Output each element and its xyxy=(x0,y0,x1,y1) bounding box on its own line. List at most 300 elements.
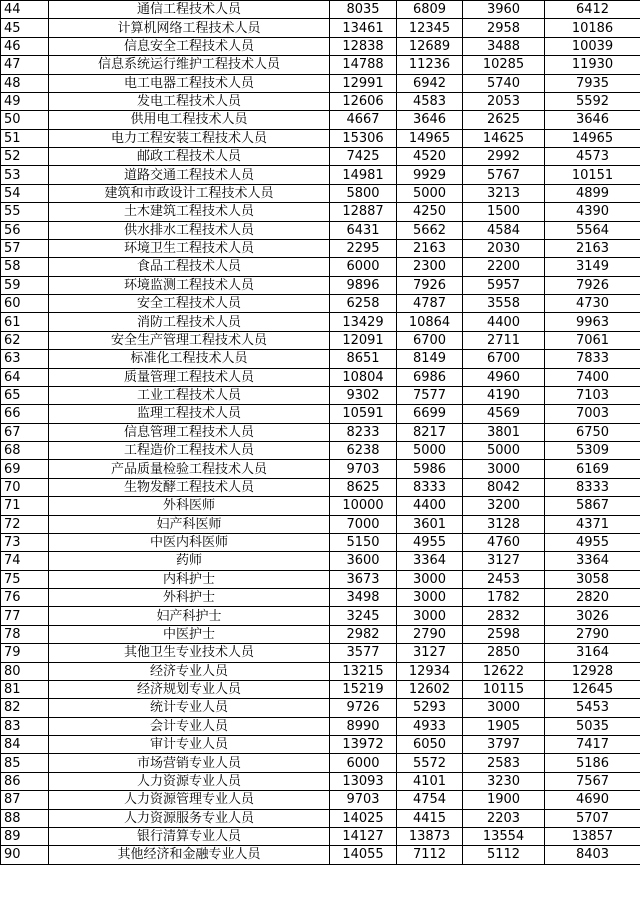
occupation-name-cell: 工业工程技术人员 xyxy=(49,386,330,404)
occupation-name-cell: 妇产科护士 xyxy=(49,607,330,625)
value-col-4-cell: 6412 xyxy=(545,1,640,19)
row-number-cell: 51 xyxy=(1,129,49,147)
value-col-4-cell: 8403 xyxy=(545,846,640,864)
value-col-3-cell: 8042 xyxy=(463,478,545,496)
value-col-1-cell: 8651 xyxy=(330,350,397,368)
occupation-name-cell: 道路交通工程技术人员 xyxy=(49,166,330,184)
row-number-cell: 64 xyxy=(1,368,49,386)
value-col-2-cell: 4955 xyxy=(397,533,463,551)
value-col-1-cell: 14127 xyxy=(330,827,397,845)
table-row xyxy=(1,680,640,698)
row-number-cell: 68 xyxy=(1,442,49,460)
value-col-2-cell: 4933 xyxy=(397,717,463,735)
value-col-3-cell: 3127 xyxy=(463,552,545,570)
table-row xyxy=(1,497,640,515)
table-row xyxy=(1,699,640,717)
value-col-2-cell: 7112 xyxy=(397,846,463,864)
value-col-4-cell: 7003 xyxy=(545,405,640,423)
row-number-cell: 77 xyxy=(1,607,49,625)
row-number-cell: 50 xyxy=(1,111,49,129)
value-col-3-cell: 3488 xyxy=(463,37,545,55)
value-col-1-cell: 3673 xyxy=(330,570,397,588)
value-col-4-cell: 4573 xyxy=(545,148,640,166)
value-col-3-cell: 3801 xyxy=(463,423,545,441)
row-number-cell: 74 xyxy=(1,552,49,570)
table-row xyxy=(1,386,640,404)
value-col-2-cell: 10864 xyxy=(397,313,463,331)
value-col-3-cell: 10115 xyxy=(463,680,545,698)
value-col-2-cell: 3646 xyxy=(397,111,463,129)
value-col-1-cell: 6431 xyxy=(330,221,397,239)
row-number-cell: 67 xyxy=(1,423,49,441)
value-col-4-cell: 7935 xyxy=(545,74,640,92)
table-row xyxy=(1,570,640,588)
table-row xyxy=(1,184,640,202)
table-row xyxy=(1,644,640,662)
value-col-1-cell: 7000 xyxy=(330,515,397,533)
value-col-3-cell: 2583 xyxy=(463,754,545,772)
value-col-3-cell: 3000 xyxy=(463,460,545,478)
value-col-1-cell: 12838 xyxy=(330,37,397,55)
value-col-4-cell: 2163 xyxy=(545,239,640,257)
value-col-1-cell: 9302 xyxy=(330,386,397,404)
value-col-2-cell: 8333 xyxy=(397,478,463,496)
occupation-name-cell: 中医护士 xyxy=(49,625,330,643)
value-col-3-cell: 2992 xyxy=(463,148,545,166)
value-col-2-cell: 5000 xyxy=(397,184,463,202)
value-col-1-cell: 9726 xyxy=(330,699,397,717)
occupation-name-cell: 发电工程技术人员 xyxy=(49,92,330,110)
table-row xyxy=(1,772,640,790)
table-row xyxy=(1,92,640,110)
value-col-4-cell: 3149 xyxy=(545,258,640,276)
value-col-1-cell: 9703 xyxy=(330,791,397,809)
occupation-name-cell: 建筑和市政设计工程技术人员 xyxy=(49,184,330,202)
value-col-3-cell: 2203 xyxy=(463,809,545,827)
value-col-2-cell: 9929 xyxy=(397,166,463,184)
table-row xyxy=(1,258,640,276)
row-number-cell: 56 xyxy=(1,221,49,239)
occupation-name-cell: 标准化工程技术人员 xyxy=(49,350,330,368)
value-col-2-cell: 4250 xyxy=(397,203,463,221)
value-col-1-cell: 10591 xyxy=(330,405,397,423)
value-col-1-cell: 14025 xyxy=(330,809,397,827)
value-col-4-cell: 9963 xyxy=(545,313,640,331)
value-col-4-cell: 5309 xyxy=(545,442,640,460)
occupation-name-cell: 质量管理工程技术人员 xyxy=(49,368,330,386)
table-row xyxy=(1,239,640,257)
value-col-1-cell: 3245 xyxy=(330,607,397,625)
row-number-cell: 48 xyxy=(1,74,49,92)
table-row xyxy=(1,148,640,166)
table-row xyxy=(1,295,640,313)
value-col-4-cell: 12645 xyxy=(545,680,640,698)
row-number-cell: 47 xyxy=(1,56,49,74)
value-col-1-cell: 12991 xyxy=(330,74,397,92)
row-number-cell: 84 xyxy=(1,736,49,754)
value-col-2-cell: 4787 xyxy=(397,295,463,313)
occupation-name-cell: 其他经济和金融专业人员 xyxy=(49,846,330,864)
row-number-cell: 86 xyxy=(1,772,49,790)
row-number-cell: 85 xyxy=(1,754,49,772)
value-col-2-cell: 13873 xyxy=(397,827,463,845)
table-body xyxy=(1,1,640,865)
row-number-cell: 81 xyxy=(1,680,49,698)
occupation-name-cell: 食品工程技术人员 xyxy=(49,258,330,276)
table-row xyxy=(1,589,640,607)
occupation-name-cell: 生物发酵工程技术人员 xyxy=(49,478,330,496)
table-row xyxy=(1,74,640,92)
value-col-3-cell: 5000 xyxy=(463,442,545,460)
value-col-3-cell: 2711 xyxy=(463,331,545,349)
row-number-cell: 58 xyxy=(1,258,49,276)
value-col-2-cell: 6809 xyxy=(397,1,463,19)
value-col-1-cell: 15219 xyxy=(330,680,397,698)
value-col-3-cell: 3558 xyxy=(463,295,545,313)
value-col-3-cell: 14625 xyxy=(463,129,545,147)
value-col-2-cell: 6700 xyxy=(397,331,463,349)
value-col-3-cell: 3960 xyxy=(463,1,545,19)
row-number-cell: 55 xyxy=(1,203,49,221)
table-row xyxy=(1,662,640,680)
table-row xyxy=(1,129,640,147)
table-row xyxy=(1,442,640,460)
value-col-1-cell: 14055 xyxy=(330,846,397,864)
value-col-4-cell: 8333 xyxy=(545,478,640,496)
value-col-4-cell: 4690 xyxy=(545,791,640,809)
value-col-1-cell: 10804 xyxy=(330,368,397,386)
row-number-cell: 75 xyxy=(1,570,49,588)
value-col-3-cell: 3213 xyxy=(463,184,545,202)
value-col-2-cell: 12345 xyxy=(397,19,463,37)
value-col-2-cell: 5662 xyxy=(397,221,463,239)
value-col-2-cell: 2790 xyxy=(397,625,463,643)
value-col-1-cell: 5150 xyxy=(330,533,397,551)
table-row xyxy=(1,423,640,441)
row-number-cell: 52 xyxy=(1,148,49,166)
occupation-name-cell: 通信工程技术人员 xyxy=(49,1,330,19)
value-col-2-cell: 5986 xyxy=(397,460,463,478)
occupation-name-cell: 环境监测工程技术人员 xyxy=(49,276,330,294)
occupation-name-cell: 工程造价工程技术人员 xyxy=(49,442,330,460)
table-row xyxy=(1,846,640,864)
occupation-name-cell: 人力资源服务专业人员 xyxy=(49,809,330,827)
occupation-name-cell: 经济规划专业人员 xyxy=(49,680,330,698)
value-col-3-cell: 3128 xyxy=(463,515,545,533)
value-col-4-cell: 10039 xyxy=(545,37,640,55)
table-row xyxy=(1,111,640,129)
row-number-cell: 49 xyxy=(1,92,49,110)
value-col-4-cell: 5592 xyxy=(545,92,640,110)
value-col-3-cell: 4190 xyxy=(463,386,545,404)
row-number-cell: 80 xyxy=(1,662,49,680)
value-col-1-cell: 7425 xyxy=(330,148,397,166)
value-col-4-cell: 7833 xyxy=(545,350,640,368)
occupation-name-cell: 内科护士 xyxy=(49,570,330,588)
table-row xyxy=(1,827,640,845)
occupation-name-cell: 信息系统运行维护工程技术人员 xyxy=(49,56,330,74)
value-col-3-cell: 5767 xyxy=(463,166,545,184)
value-col-1-cell: 13093 xyxy=(330,772,397,790)
occupation-name-cell: 统计专业人员 xyxy=(49,699,330,717)
row-number-cell: 71 xyxy=(1,497,49,515)
value-col-2-cell: 8217 xyxy=(397,423,463,441)
value-col-1-cell: 5800 xyxy=(330,184,397,202)
value-col-3-cell: 2453 xyxy=(463,570,545,588)
value-col-4-cell: 7567 xyxy=(545,772,640,790)
value-col-1-cell: 8233 xyxy=(330,423,397,441)
row-number-cell: 44 xyxy=(1,1,49,19)
value-col-1-cell: 14788 xyxy=(330,56,397,74)
value-col-1-cell: 3498 xyxy=(330,589,397,607)
value-col-4-cell: 10186 xyxy=(545,19,640,37)
row-number-cell: 59 xyxy=(1,276,49,294)
value-col-4-cell: 3164 xyxy=(545,644,640,662)
value-col-4-cell: 13857 xyxy=(545,827,640,845)
value-col-3-cell: 2850 xyxy=(463,644,545,662)
value-col-1-cell: 6000 xyxy=(330,754,397,772)
value-col-3-cell: 3000 xyxy=(463,699,545,717)
value-col-2-cell: 2300 xyxy=(397,258,463,276)
occupation-name-cell: 经济专业人员 xyxy=(49,662,330,680)
occupation-name-cell: 人力资源管理专业人员 xyxy=(49,791,330,809)
occupation-name-cell: 中医内科医师 xyxy=(49,533,330,551)
table-row xyxy=(1,331,640,349)
occupation-name-cell: 安全生产管理工程技术人员 xyxy=(49,331,330,349)
value-col-2-cell: 4754 xyxy=(397,791,463,809)
value-col-3-cell: 3200 xyxy=(463,497,545,515)
row-number-cell: 62 xyxy=(1,331,49,349)
value-col-2-cell: 12602 xyxy=(397,680,463,698)
value-col-4-cell: 4371 xyxy=(545,515,640,533)
value-col-4-cell: 2820 xyxy=(545,589,640,607)
table-row xyxy=(1,221,640,239)
value-col-4-cell: 5035 xyxy=(545,717,640,735)
value-col-3-cell: 6700 xyxy=(463,350,545,368)
value-col-4-cell: 5186 xyxy=(545,754,640,772)
value-col-1-cell: 10000 xyxy=(330,497,397,515)
value-col-4-cell: 7417 xyxy=(545,736,640,754)
occupation-name-cell: 电工电器工程技术人员 xyxy=(49,74,330,92)
table-row xyxy=(1,478,640,496)
value-col-1-cell: 13429 xyxy=(330,313,397,331)
value-col-2-cell: 7577 xyxy=(397,386,463,404)
row-number-cell: 65 xyxy=(1,386,49,404)
value-col-3-cell: 4760 xyxy=(463,533,545,551)
table-row xyxy=(1,1,640,19)
occupation-name-cell: 会计专业人员 xyxy=(49,717,330,735)
value-col-2-cell: 6986 xyxy=(397,368,463,386)
occupation-name-cell: 邮政工程技术人员 xyxy=(49,148,330,166)
occupation-name-cell: 环境卫生工程技术人员 xyxy=(49,239,330,257)
value-col-1-cell: 6258 xyxy=(330,295,397,313)
value-col-2-cell: 4415 xyxy=(397,809,463,827)
value-col-3-cell: 2958 xyxy=(463,19,545,37)
table-row xyxy=(1,552,640,570)
row-number-cell: 54 xyxy=(1,184,49,202)
occupation-name-cell: 产品质量检验工程技术人员 xyxy=(49,460,330,478)
value-col-2-cell: 6942 xyxy=(397,74,463,92)
value-col-1-cell: 6238 xyxy=(330,442,397,460)
value-col-2-cell: 7926 xyxy=(397,276,463,294)
row-number-cell: 88 xyxy=(1,809,49,827)
table-row xyxy=(1,717,640,735)
table-row xyxy=(1,791,640,809)
value-col-2-cell: 3000 xyxy=(397,607,463,625)
value-col-1-cell: 8625 xyxy=(330,478,397,496)
occupation-name-cell: 审计专业人员 xyxy=(49,736,330,754)
table-row xyxy=(1,460,640,478)
value-col-4-cell: 3026 xyxy=(545,607,640,625)
value-col-3-cell: 5957 xyxy=(463,276,545,294)
occupation-name-cell: 土木建筑工程技术人员 xyxy=(49,203,330,221)
value-col-1-cell: 12887 xyxy=(330,203,397,221)
value-col-4-cell: 6169 xyxy=(545,460,640,478)
value-col-3-cell: 4400 xyxy=(463,313,545,331)
value-col-4-cell: 3646 xyxy=(545,111,640,129)
table-row xyxy=(1,276,640,294)
occupation-name-cell: 供用电工程技术人员 xyxy=(49,111,330,129)
value-col-2-cell: 3364 xyxy=(397,552,463,570)
occupation-name-cell: 其他卫生专业技术人员 xyxy=(49,644,330,662)
value-col-3-cell: 1782 xyxy=(463,589,545,607)
occupation-name-cell: 外科护士 xyxy=(49,589,330,607)
value-col-4-cell: 3364 xyxy=(545,552,640,570)
table-row xyxy=(1,313,640,331)
value-col-2-cell: 11236 xyxy=(397,56,463,74)
value-col-3-cell: 2053 xyxy=(463,92,545,110)
occupation-name-cell: 消防工程技术人员 xyxy=(49,313,330,331)
table-row xyxy=(1,166,640,184)
value-col-1-cell: 9703 xyxy=(330,460,397,478)
value-col-1-cell: 2295 xyxy=(330,239,397,257)
value-col-3-cell: 13554 xyxy=(463,827,545,845)
row-number-cell: 89 xyxy=(1,827,49,845)
value-col-4-cell: 5867 xyxy=(545,497,640,515)
value-col-2-cell: 8149 xyxy=(397,350,463,368)
value-col-3-cell: 2598 xyxy=(463,625,545,643)
value-col-4-cell: 11930 xyxy=(545,56,640,74)
value-col-2-cell: 2163 xyxy=(397,239,463,257)
value-col-4-cell: 5564 xyxy=(545,221,640,239)
row-number-cell: 82 xyxy=(1,699,49,717)
value-col-1-cell: 2982 xyxy=(330,625,397,643)
row-number-cell: 53 xyxy=(1,166,49,184)
table-row xyxy=(1,19,640,37)
value-col-3-cell: 2030 xyxy=(463,239,545,257)
value-col-2-cell: 6050 xyxy=(397,736,463,754)
value-col-3-cell: 2625 xyxy=(463,111,545,129)
value-col-3-cell: 12622 xyxy=(463,662,545,680)
table-row xyxy=(1,754,640,772)
occupation-name-cell: 市场营销专业人员 xyxy=(49,754,330,772)
value-col-2-cell: 5293 xyxy=(397,699,463,717)
value-col-1-cell: 9896 xyxy=(330,276,397,294)
value-col-1-cell: 3600 xyxy=(330,552,397,570)
value-col-2-cell: 3601 xyxy=(397,515,463,533)
value-col-3-cell: 10285 xyxy=(463,56,545,74)
row-number-cell: 73 xyxy=(1,533,49,551)
table-row xyxy=(1,37,640,55)
value-col-4-cell: 2790 xyxy=(545,625,640,643)
table-row xyxy=(1,607,640,625)
table-row xyxy=(1,405,640,423)
value-col-1-cell: 12606 xyxy=(330,92,397,110)
value-col-1-cell: 13461 xyxy=(330,19,397,37)
value-col-1-cell: 15306 xyxy=(330,129,397,147)
value-col-3-cell: 5740 xyxy=(463,74,545,92)
value-col-3-cell: 4569 xyxy=(463,405,545,423)
row-number-cell: 78 xyxy=(1,625,49,643)
occupation-name-cell: 人力资源专业人员 xyxy=(49,772,330,790)
value-col-3-cell: 2200 xyxy=(463,258,545,276)
row-number-cell: 83 xyxy=(1,717,49,735)
value-col-2-cell: 4520 xyxy=(397,148,463,166)
value-col-2-cell: 5572 xyxy=(397,754,463,772)
table-row xyxy=(1,625,640,643)
value-col-2-cell: 14965 xyxy=(397,129,463,147)
value-col-2-cell: 3000 xyxy=(397,589,463,607)
table-row xyxy=(1,203,640,221)
value-col-4-cell: 7061 xyxy=(545,331,640,349)
value-col-2-cell: 5000 xyxy=(397,442,463,460)
row-number-cell: 87 xyxy=(1,791,49,809)
occupation-name-cell: 计算机网络工程技术人员 xyxy=(49,19,330,37)
value-col-4-cell: 7103 xyxy=(545,386,640,404)
value-col-3-cell: 5112 xyxy=(463,846,545,864)
value-col-4-cell: 7400 xyxy=(545,368,640,386)
value-col-1-cell: 14981 xyxy=(330,166,397,184)
occupation-name-cell: 药师 xyxy=(49,552,330,570)
occupation-name-cell: 外科医师 xyxy=(49,497,330,515)
row-number-cell: 90 xyxy=(1,846,49,864)
value-col-4-cell: 5707 xyxy=(545,809,640,827)
row-number-cell: 76 xyxy=(1,589,49,607)
value-col-2-cell: 12689 xyxy=(397,37,463,55)
value-col-3-cell: 3230 xyxy=(463,772,545,790)
row-number-cell: 45 xyxy=(1,19,49,37)
value-col-4-cell: 4390 xyxy=(545,203,640,221)
row-number-cell: 63 xyxy=(1,350,49,368)
value-col-3-cell: 2832 xyxy=(463,607,545,625)
row-number-cell: 46 xyxy=(1,37,49,55)
value-col-1-cell: 13972 xyxy=(330,736,397,754)
value-col-2-cell: 3127 xyxy=(397,644,463,662)
value-col-1-cell: 3577 xyxy=(330,644,397,662)
value-col-4-cell: 5453 xyxy=(545,699,640,717)
value-col-3-cell: 3797 xyxy=(463,736,545,754)
value-col-2-cell: 12934 xyxy=(397,662,463,680)
row-number-cell: 57 xyxy=(1,239,49,257)
value-col-2-cell: 4101 xyxy=(397,772,463,790)
value-col-2-cell: 6699 xyxy=(397,405,463,423)
value-col-1-cell: 4667 xyxy=(330,111,397,129)
value-col-4-cell: 4955 xyxy=(545,533,640,551)
value-col-2-cell: 4400 xyxy=(397,497,463,515)
table-row xyxy=(1,533,640,551)
table-row xyxy=(1,515,640,533)
value-col-4-cell: 14965 xyxy=(545,129,640,147)
value-col-1-cell: 13215 xyxy=(330,662,397,680)
row-number-cell: 79 xyxy=(1,644,49,662)
row-number-cell: 70 xyxy=(1,478,49,496)
value-col-4-cell: 4730 xyxy=(545,295,640,313)
value-col-1-cell: 6000 xyxy=(330,258,397,276)
value-col-3-cell: 4960 xyxy=(463,368,545,386)
value-col-3-cell: 1500 xyxy=(463,203,545,221)
occupation-name-cell: 供水排水工程技术人员 xyxy=(49,221,330,239)
occupation-name-cell: 妇产科医师 xyxy=(49,515,330,533)
